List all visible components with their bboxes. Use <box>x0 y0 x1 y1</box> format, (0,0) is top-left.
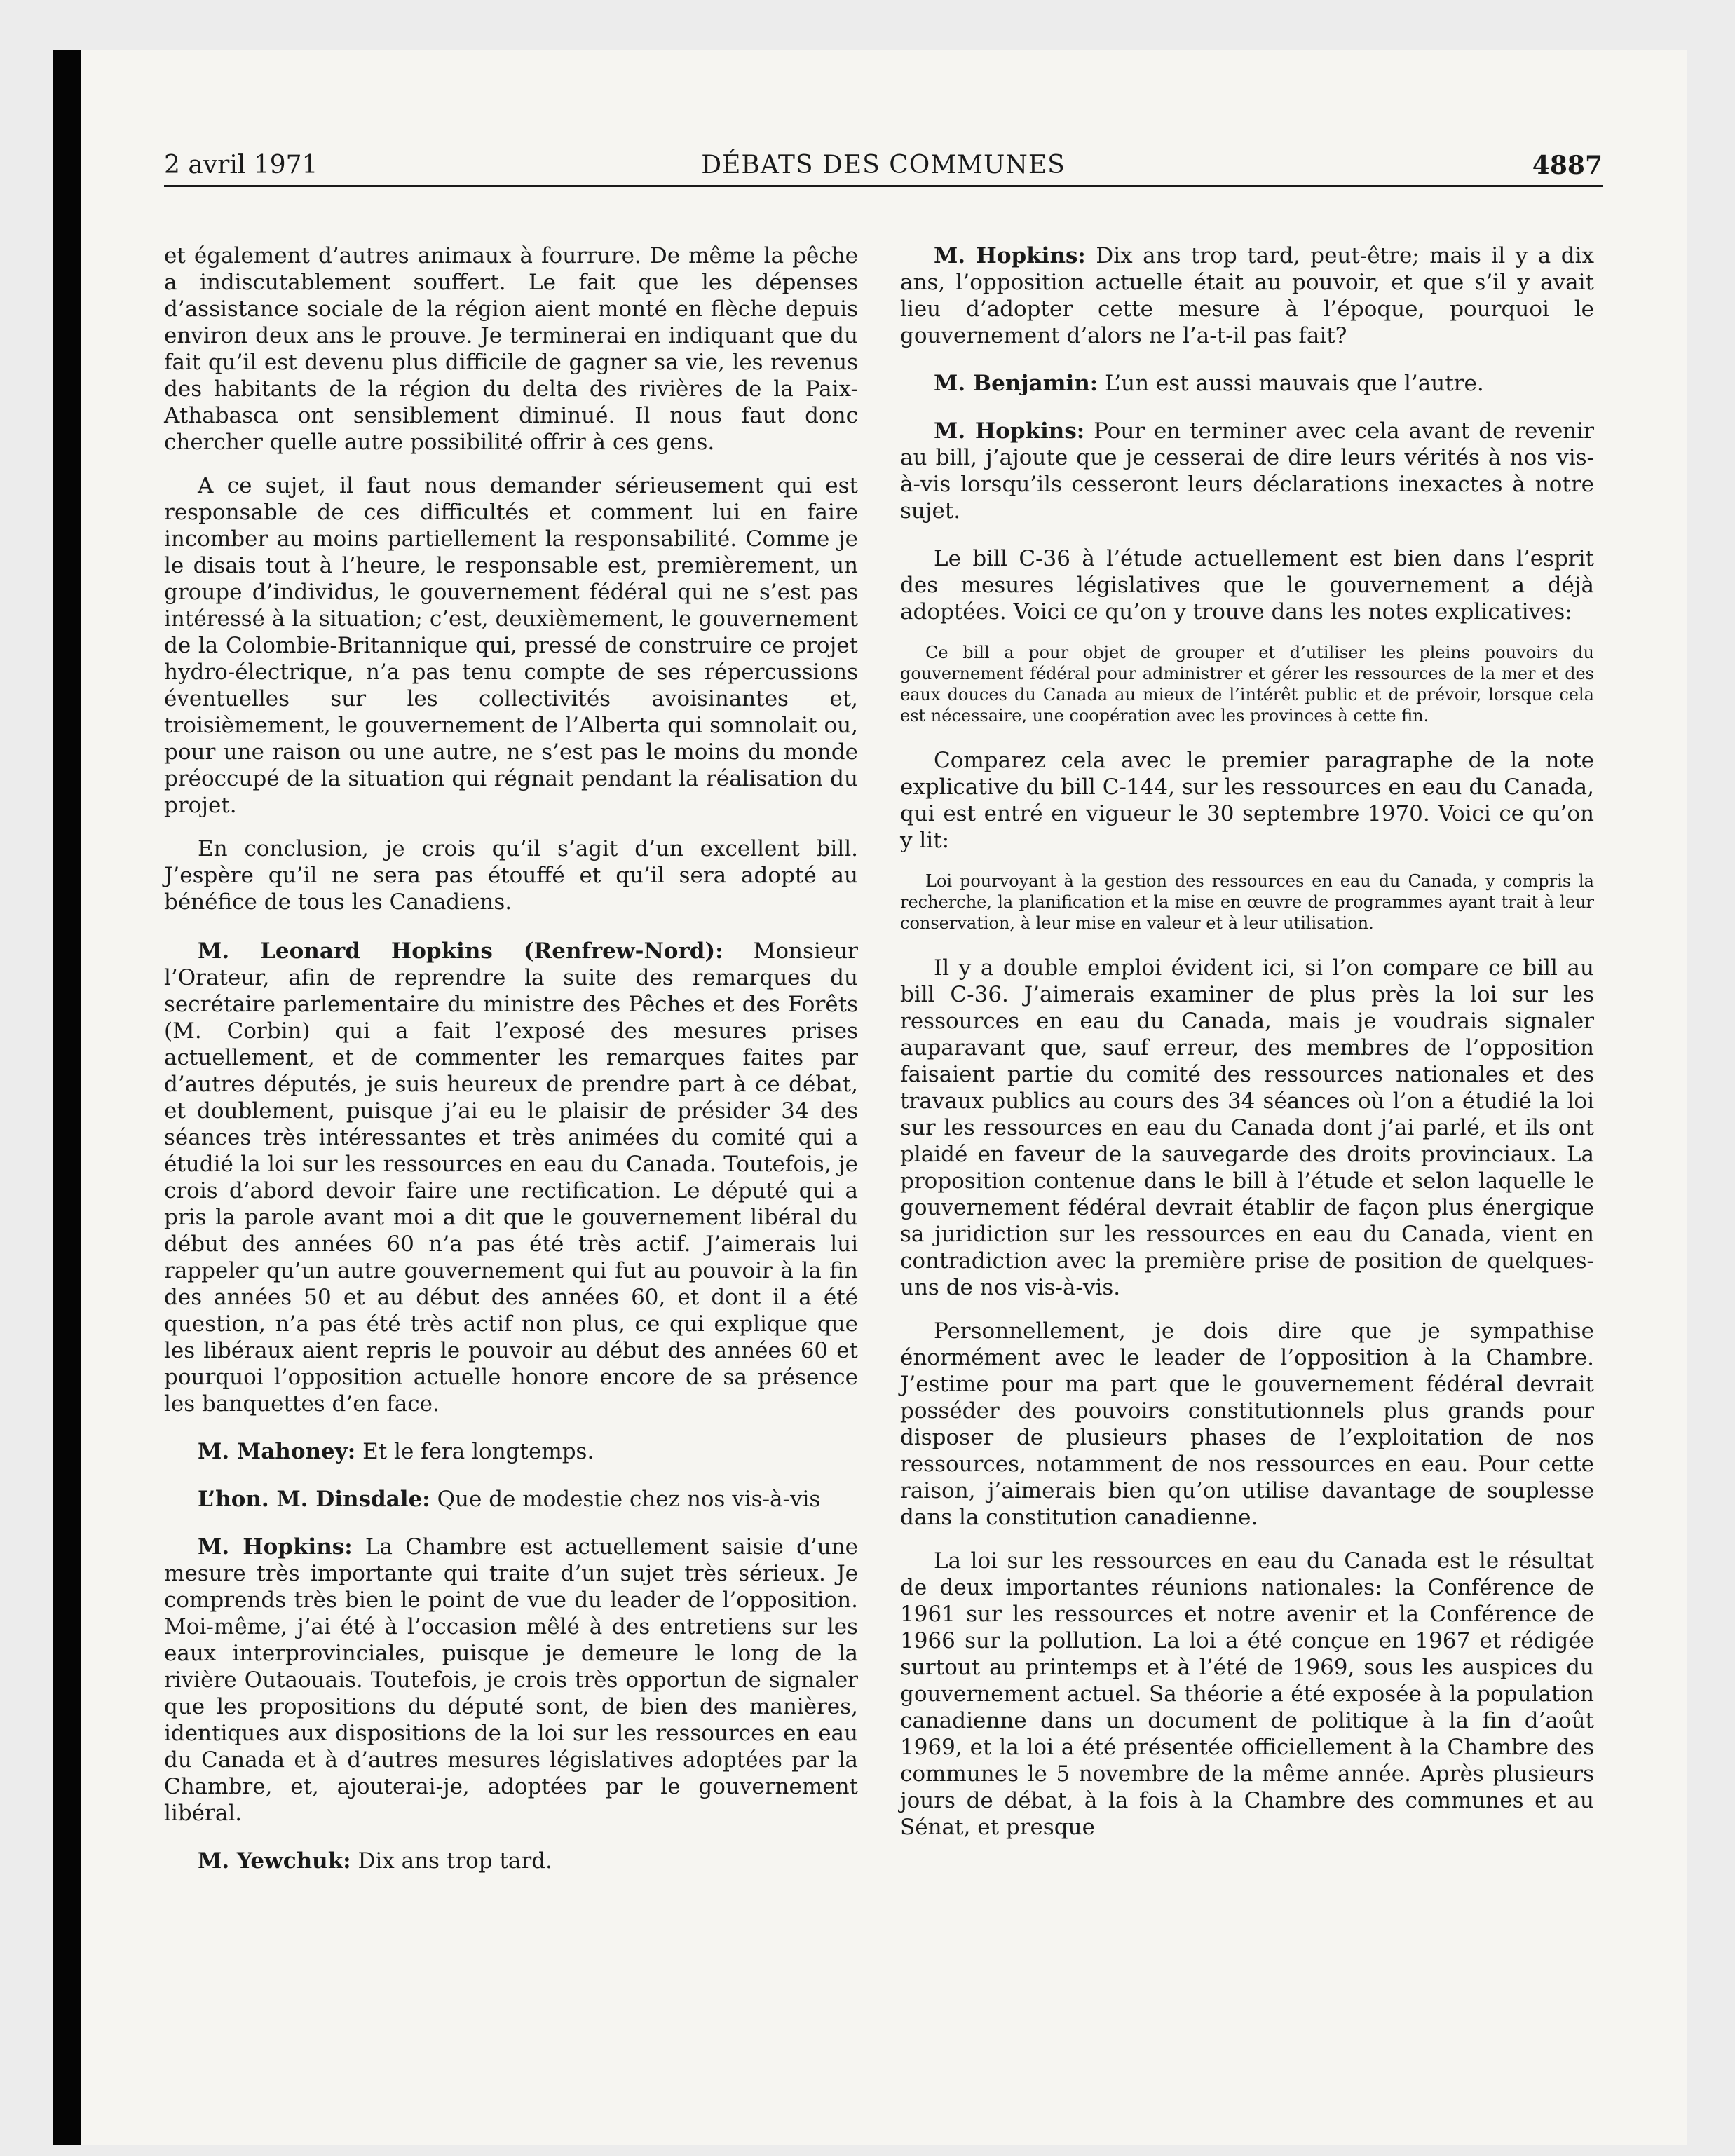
binding-edge <box>53 50 81 2145</box>
paragraph: La loi sur les ressources en eau du Canada est le résultat de deux importantes réunions nationales: la Conférence de 1961 sur les ressources et notre avenir et la Conférence de 1966 sur la pollution. La loi a été conçue en 1967 et rédigée surtout au printemps et à l’été de 1969, sous les auspices du gouvernement actuel. Sa théorie a été exposée à la population canadienne dans un document de politique à la fin d’août 1969, et la loi a été présentée officiellement à la Chambre des communes le 5 novembre de la même année. Après plusieurs jours de débat, à la fois à la Chambre des communes et au Sénat, et presque <box>900 1548 1594 1840</box>
speech-paragraph: M. Hopkins: Pour en terminer avec cela avant de revenir au bill, j’ajoute que je cesserai de dire leurs vérités à nos vis-à-vis lorsqu’ils cesseront leurs déclarations inexactes à notre sujet. <box>900 418 1594 524</box>
speech-paragraph: M. Hopkins: Dix ans trop tard, peut-être; mais il y a dix ans, l’opposition actuelle était au pouvoir, et que s’il y avait lieu d’adopter cette mesure à l’époque, pourquoi le gouvernement d’alors ne l’a-t-il pas fait? <box>900 243 1594 348</box>
paragraph: Personnellement, je dois dire que je sympathise énormément avec le leader de l’opposition à la Chambre. J’estime pour ma part que le gouvernement fédéral devrait posséder des pouvoirs constitutionnels plus grands pour disposer de plusieurs phases de l’exploitation de nos ressources, notamment de nos ressources en eau. Pour cette raison, j’aimerais bien qu’on utilise davantage de souplesse dans la constitution canadienne. <box>900 1318 1594 1530</box>
header-rule <box>164 185 1603 187</box>
speaker-name: M. Hopkins: <box>198 1534 353 1560</box>
speaker-name: M. Benjamin: <box>934 371 1098 396</box>
header-title: DÉBATS DES COMMUNES <box>701 151 1066 179</box>
quotation: Ce bill a pour objet de grouper et d’utiliser les pleins pouvoirs du gouvernement fédéral pour administrer et gérer les ressources de la mer et des eaux douces du Canada au mieux de l’intérêt public et de prévoir, lorsque cela est nécessaire, une coopération avec les provinces à cette fin. <box>900 643 1594 725</box>
speaker-name: M. Yewchuk: <box>198 1848 351 1874</box>
paragraph: Il y a double emploi évident ici, si l’on compare ce bill au bill C-36. J’aimerais examiner de plus près la loi sur les ressources en eau du Canada, mais je voudrais signaler auparavant que, sauf erreur, des membres de l’opposition faisaient partie du comité des ressources nationales et des travaux publics au cours des 34 séances où l’on a étudié la loi sur les ressources en eau du Canada dont j’ai parlé, et ils ont plaidé en faveur de la sauvegarde des droits provinciaux. La proposition contenue dans le bill à l’étude et selon laquelle le gouvernement fédéral devrait établir de façon plus énergique sa juridiction sur les ressources en eau du Canada, vient en contradiction avec la première prise de position de quelques-uns de nos vis-à-vis. <box>900 955 1594 1300</box>
paragraph: En conclusion, je crois qu’il s’agit d’un excellent bill. J’espère qu’il ne sera pas étouffé et qu’il sera adopté au bénéfice de tous les Canadiens. <box>164 836 858 915</box>
speech-paragraph: L’hon. M. Dinsdale: Que de modestie chez nos vis-à-vis <box>198 1487 821 1512</box>
speaker-name: M. Hopkins: <box>934 418 1085 444</box>
speech-paragraph: M. Mahoney: Et le fera longtemps. <box>198 1439 594 1464</box>
right-column <box>900 243 1594 1857</box>
header-page-number: 4887 <box>1532 151 1603 180</box>
paragraph: Le bill C-36 à l’étude actuellement est bien dans l’esprit des mesures législatives que le gouvernement a déjà adoptées. Voici ce qu’on y trouve dans les notes explicatives: <box>900 546 1594 625</box>
speaker-name: M. Hopkins: <box>934 243 1086 268</box>
speech-paragraph: M. Yewchuk: Dix ans trop tard. <box>198 1848 552 1874</box>
page-header <box>164 144 1603 186</box>
quotation: Loi pourvoyant à la gestion des ressources en eau du Canada, y compris la recherche, la planification et la mise en œuvre de programmes ayant trait à leur conservation, à leur mise en valeur et à leur utilisation. <box>900 871 1594 933</box>
speech-paragraph: M. Hopkins: La Chambre est actuellement saisie d’une mesure très importante qui traite d’un sujet très sérieux. Je comprends très bien le point de vue du leader de l’opposition. Moi-même, j’ai été à l’occasion mêlé à des entretiens sur les eaux interprovinciales, puisque je demeure le long de la rivière Outaouais. Toutefois, je crois très opportun de signaler que les propositions du député sont, de bien des manières, identiques aux dispositions de la loi sur les ressources en eau du Canada et à d’autres mesures législatives adoptées par la Chambre, et, ajouterai-je, adoptées par le gouvernement libéral. <box>164 1534 858 1826</box>
paragraph: et également d’autres animaux à fourrure. De même la pêche a indiscutablement souffert. Le fait que les dépenses d’assistance sociale de la région aient monté en flèche depuis environ deux ans le prouve. Je terminerai en indiquant que du fait qu’il est devenu plus difficile de gagner sa vie, les revenus des habitants de la région du delta des rivières de la Paix-Athabasca ont sensiblement diminué. Il nous faut donc chercher quelle autre possibilité offrir à ces gens. <box>164 243 858 455</box>
speaker-name: L’hon. M. Dinsdale: <box>198 1487 430 1512</box>
header-date: 2 avril 1971 <box>164 151 318 179</box>
left-column <box>164 243 858 1895</box>
speaker-name: M. Leonard Hopkins (Renfrew-Nord): <box>198 939 723 964</box>
speaker-name: M. Mahoney: <box>198 1439 356 1464</box>
speech-paragraph: M. Benjamin: L’un est aussi mauvais que l’autre. <box>934 371 1484 396</box>
speech-paragraph: M. Leonard Hopkins (Renfrew-Nord): Monsieur l’Orateur, afin de reprendre la suite des remarques du secrétaire parlementaire du ministre des Pêches et des Forêts (M. Corbin) qui a fait l’exposé des mesures prises actuellement, et de commenter les remarques faites par d’autres députés, je suis heureux de prendre part à ce débat, et doublement, puisque j’ai eu le plaisir de présider 34 des séances très intéressantes et très animées du comité qui a étudié la loi sur les ressources en eau du Canada. Toutefois, je crois d’abord devoir faire une rectification. Le député qui a pris la parole avant moi a dit que le gouvernement libéral du début des années 60 n’a pas été très actif. J’aimerais lui rappeler qu’un autre gouvernement qui fut au pouvoir à la fin des années 50 et au début des années 60, et dont il a été question, n’a pas été très actif non plus, ce qui explique que les libéraux aient repris le pouvoir au début des années 60 et pourquoi l’opposition actuelle honore encore de sa présence les banquettes d’en face. <box>164 939 858 1417</box>
paragraph: A ce sujet, il faut nous demander sérieusement qui est responsable de ces difficultés et comment lui en faire incomber au moins partiellement la responsabilité. Comme je le disais tout à l’heure, le responsable est, premièrement, un groupe d’individus, le gouvernement fédéral qui ne s’est pas intéressé à la situation; c’est, deuxièmement, le gouvernement de la Colombie-Britannique qui, pressé de construire ce projet hydro-électrique, n’a pas tenu compte de ses répercussions éventuelles sur les collectivités avoisinantes et, troisièmement, le gouvernement de l’Alberta qui somnolait ou, pour une raison ou une autre, ne s’est pas le moins du monde préoccupé de la situation qui régnait pendant la réalisation du projet. <box>164 473 858 818</box>
paragraph: Comparez cela avec le premier paragraphe de la note explicative du bill C-144, sur les ressources en eau du Canada, qui est entré en vigueur le 30 septembre 1970. Voici ce qu’on y lit: <box>900 748 1594 853</box>
